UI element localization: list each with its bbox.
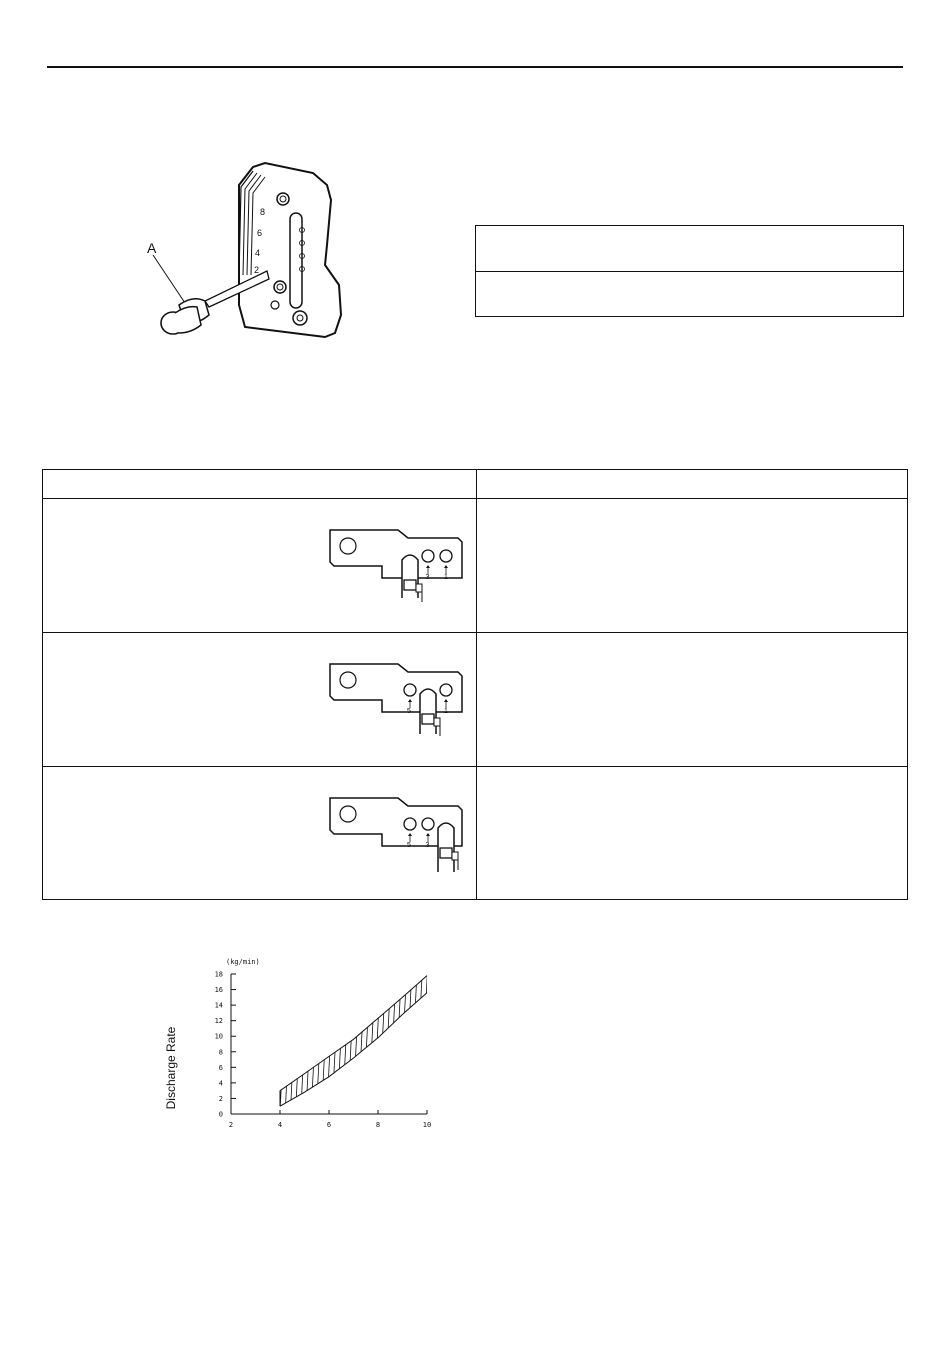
hatch-line [300,964,308,1124]
hatch-line [347,964,355,1124]
table-header-divider [43,498,907,499]
hatch-line [342,964,350,1124]
hatch-line [201,964,209,1124]
plate-label: 3 [425,574,430,581]
hatch-line [248,964,256,1124]
y-tick-label: 2 [218,1094,223,1103]
hatch-line [378,964,386,1124]
x-tick-label: 10 [422,1121,432,1129]
plate-label: 5 [407,708,411,715]
hatch-line [269,964,277,1124]
spreader-lever-illustration [135,155,365,355]
small-table-row-divider [476,271,903,272]
hatch-line [357,964,365,1124]
hatch-line [363,964,371,1124]
y-tick-label: 16 [214,986,223,995]
hatch-line [196,964,204,1124]
x-tick-label: 8 [375,1121,381,1129]
small-spec-table [475,225,904,317]
hatch-line [326,964,334,1124]
hatch-line [383,964,391,1124]
hatch-line [264,964,272,1124]
discharge-rate-band [191,964,450,1124]
header-rule [47,66,903,68]
y-tick-label: 6 [218,1063,223,1072]
y-unit-label: (kg/min) [226,958,260,966]
hatch-line [441,964,449,1124]
callout-label-a: A [147,240,157,256]
shutter-plate-position-1 [326,522,466,612]
table-row-divider [43,766,907,767]
hatch-line [295,964,303,1124]
plate-label: 1 [444,574,448,581]
y-tick-label: 14 [214,1001,223,1010]
x-tick-label: 4 [277,1121,283,1129]
hatch-line [311,964,319,1124]
y-tick-label: 12 [214,1017,223,1026]
hatch-line [191,964,199,1124]
hatch-line [207,964,215,1124]
dial-number: 2 [254,265,260,275]
y-tick-label: 18 [214,970,223,979]
hatch-line [399,964,407,1124]
plate-label: 3 [425,842,430,849]
hatch-line [368,964,376,1124]
plate-label: 5 [407,842,411,849]
hatch-line [259,964,267,1124]
x-tick-label: 2 [228,1121,234,1129]
hatch-line [331,964,339,1124]
hatch-line [305,964,313,1124]
hatch-line [243,964,251,1124]
hatch-line [337,964,345,1124]
hatch-line [222,964,230,1124]
hatch-line [373,964,381,1124]
band-upper-edge [280,976,427,1091]
band-hatching [191,964,450,1124]
hatch-line [435,964,443,1124]
hatch-line [404,964,412,1124]
table-row-divider [43,632,907,633]
hatch-line [316,964,324,1124]
y-tick-label: 0 [218,1110,223,1119]
dial-number: 8 [260,207,266,217]
discharge-rate-chart [160,950,450,1135]
shutter-plate-position-3 [326,790,466,880]
shutter-plate-position-2 [326,656,466,746]
chart-axes [231,974,427,1114]
lever-position-table [42,469,908,900]
chart-ticks [215,971,432,1130]
y-tick-label: 10 [214,1032,223,1041]
y-axis-label: Discharge Rate [164,1026,178,1110]
hatch-line [389,964,397,1124]
x-tick-label: 6 [326,1121,332,1129]
hatch-line [446,964,450,1124]
dial-number: 4 [255,248,261,258]
hatch-line [394,964,402,1124]
table-column-divider [476,470,477,899]
y-tick-label: 8 [218,1048,223,1057]
hatch-line [238,964,246,1124]
hatch-line [233,964,241,1124]
hatch-line [430,964,438,1124]
hatch-line [253,964,261,1124]
hatch-line [352,964,360,1124]
hatch-line [321,964,329,1124]
dial-number: 6 [257,228,263,238]
y-tick-label: 4 [218,1079,223,1088]
plate-label: 1 [444,708,448,715]
